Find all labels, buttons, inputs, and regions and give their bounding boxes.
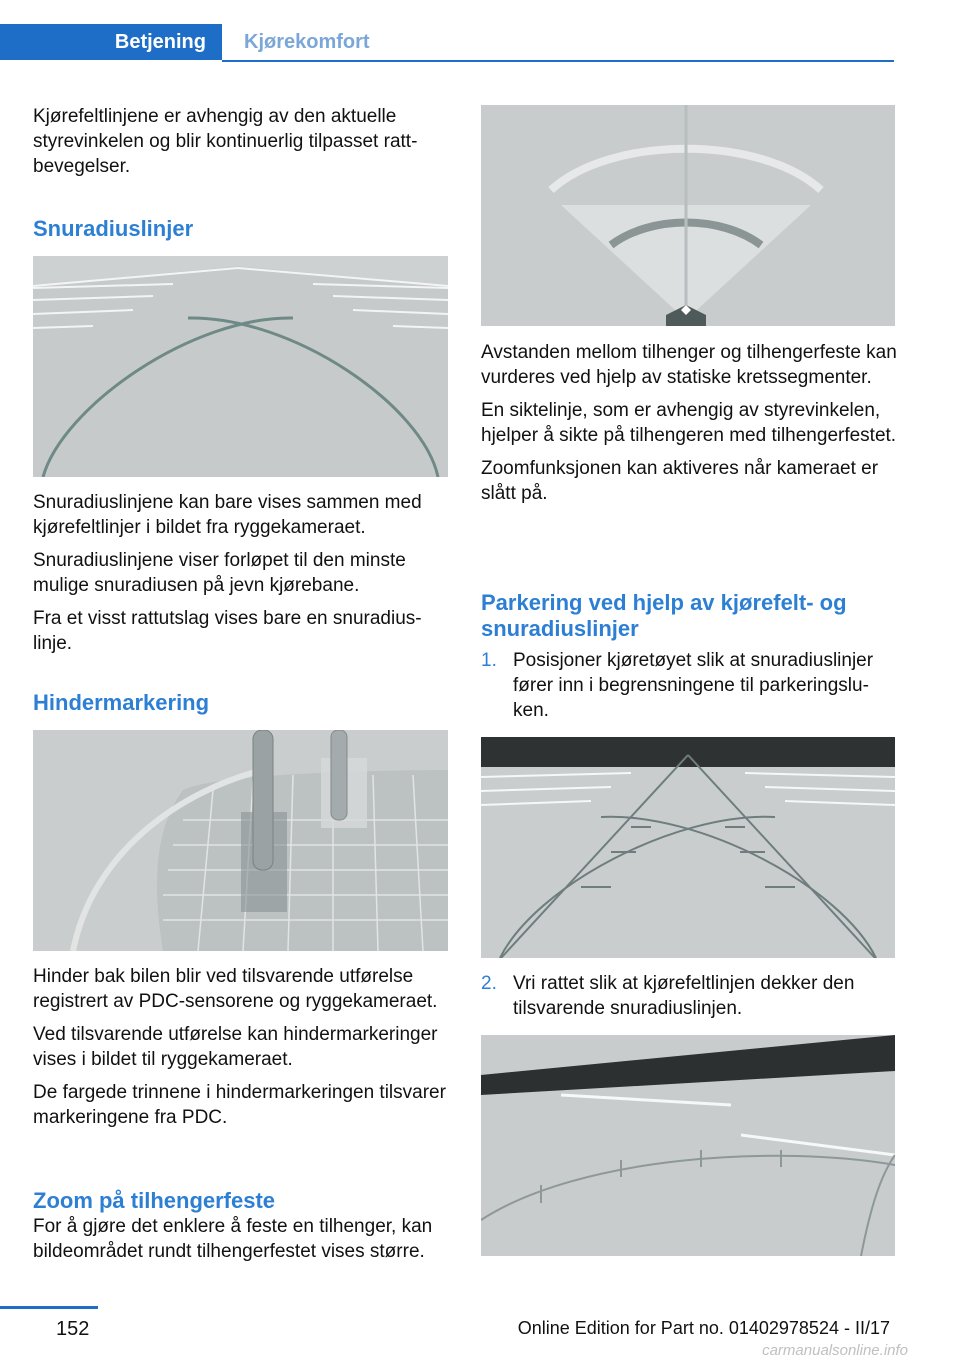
header-tabs (0, 24, 894, 62)
tab-betjening[interactable]: Betjening (0, 24, 222, 60)
intro-text: Kjørefeltlinjene er avhengig av den aktuelle styrevinkelen og blir kontinuerlig tilpasset rattbevegelser. (33, 106, 418, 177)
zoom-paragraph: For å gjøre det enklere å feste en tilhenger, kan bildeområdet rundt tilhengerfestet vises større. (33, 1216, 433, 1262)
hinder-paragraph-1: Hinder bak bilen blir ved tilsvarende utførelse registrert av PDC-sensorene og ryggekameraet. (33, 966, 438, 1012)
snu-paragraph-1: Snuradiuslinjene kan bare vises sammen med kjørefeltlinjer i bildet fra ryggekameraet. (33, 492, 422, 538)
step-number: 2. (481, 973, 497, 994)
intro-paragraph (33, 104, 451, 187)
heading-block-snu (33, 216, 451, 242)
step-text: Vri rattet slik at kjørefeltlinjen dekker den tilsvarende snuradiuslinjen. (513, 973, 855, 1019)
figure-parkering-1 (481, 737, 895, 958)
figure-hindermarkering (33, 730, 448, 951)
right-paragraph-3: Zoomfunksjonen kan aktiveres når kameraet er slått på. (481, 458, 879, 504)
list-item (481, 971, 897, 1021)
heading-block-hinder (33, 690, 451, 716)
footer-rule (0, 1306, 98, 1309)
page-number: 152 (56, 1318, 90, 1340)
watermark: carmanualsonline.info (762, 1342, 908, 1359)
heading-hindermarkering: Hindermarkering (33, 690, 210, 715)
figure-tilhengerfeste (481, 105, 895, 326)
figure-parkering-2 (481, 1035, 895, 1256)
zoom-section (33, 1188, 451, 1272)
snu-paragraph-2: Snuradiuslinjene viser forløpet til den minste mulige snuradiusen på jevn kjørebane. (33, 550, 406, 596)
right-paragraph-1: Avstanden mellom tilhenger og tilhengerfeste kan vurderes ved hjelp av statiske kretssegmenter. (481, 342, 897, 388)
hinder-paragraph-3: De fargede trinnene i hindermarkeringen tilsvarer markeringene fra PDC. (33, 1082, 446, 1128)
heading-zoom: Zoom på tilhengerfeste (33, 1188, 276, 1213)
step-2 (481, 971, 897, 1021)
right-paragraph-2: En siktelinje, som er avhengig av styrevinkelen, hjelper å sikte på tilhengeren med tilhengerfestet. (481, 400, 897, 446)
step-text: Posisjoner kjøretøyet slik at snuradiuslinjer fører inn i begrensningene til parkeringsluken. (513, 650, 874, 721)
hinder-paragraphs (33, 964, 451, 1138)
snu-paragraph-3: Fra et visst rattutslag vises bare en snuradiuslinje. (33, 608, 422, 654)
snu-paragraphs (33, 490, 451, 664)
heading-block-park (481, 590, 897, 642)
edition-note: Online Edition for Part no. 01402978524 - II/17 (517, 1318, 890, 1338)
tab-kjorekomfort[interactable]: Kjørekomfort (244, 30, 370, 53)
header-rule (222, 60, 894, 62)
list-item (481, 648, 897, 723)
hinder-paragraph-2: Ved tilsvarende utførelse kan hindermarkeringer vises i bildet til ryggekameraet. (33, 1024, 438, 1070)
heading-snuradiuslinjer: Snuradiuslinjer (33, 216, 194, 241)
figure-snuradiuslinjer (33, 256, 448, 477)
step-number: 1. (481, 650, 497, 671)
heading-parkering: Parkering ved hjelp av kjørefelt- og snuradiuslinjer (481, 590, 847, 641)
right-paragraphs (481, 340, 897, 514)
step-1 (481, 648, 897, 723)
